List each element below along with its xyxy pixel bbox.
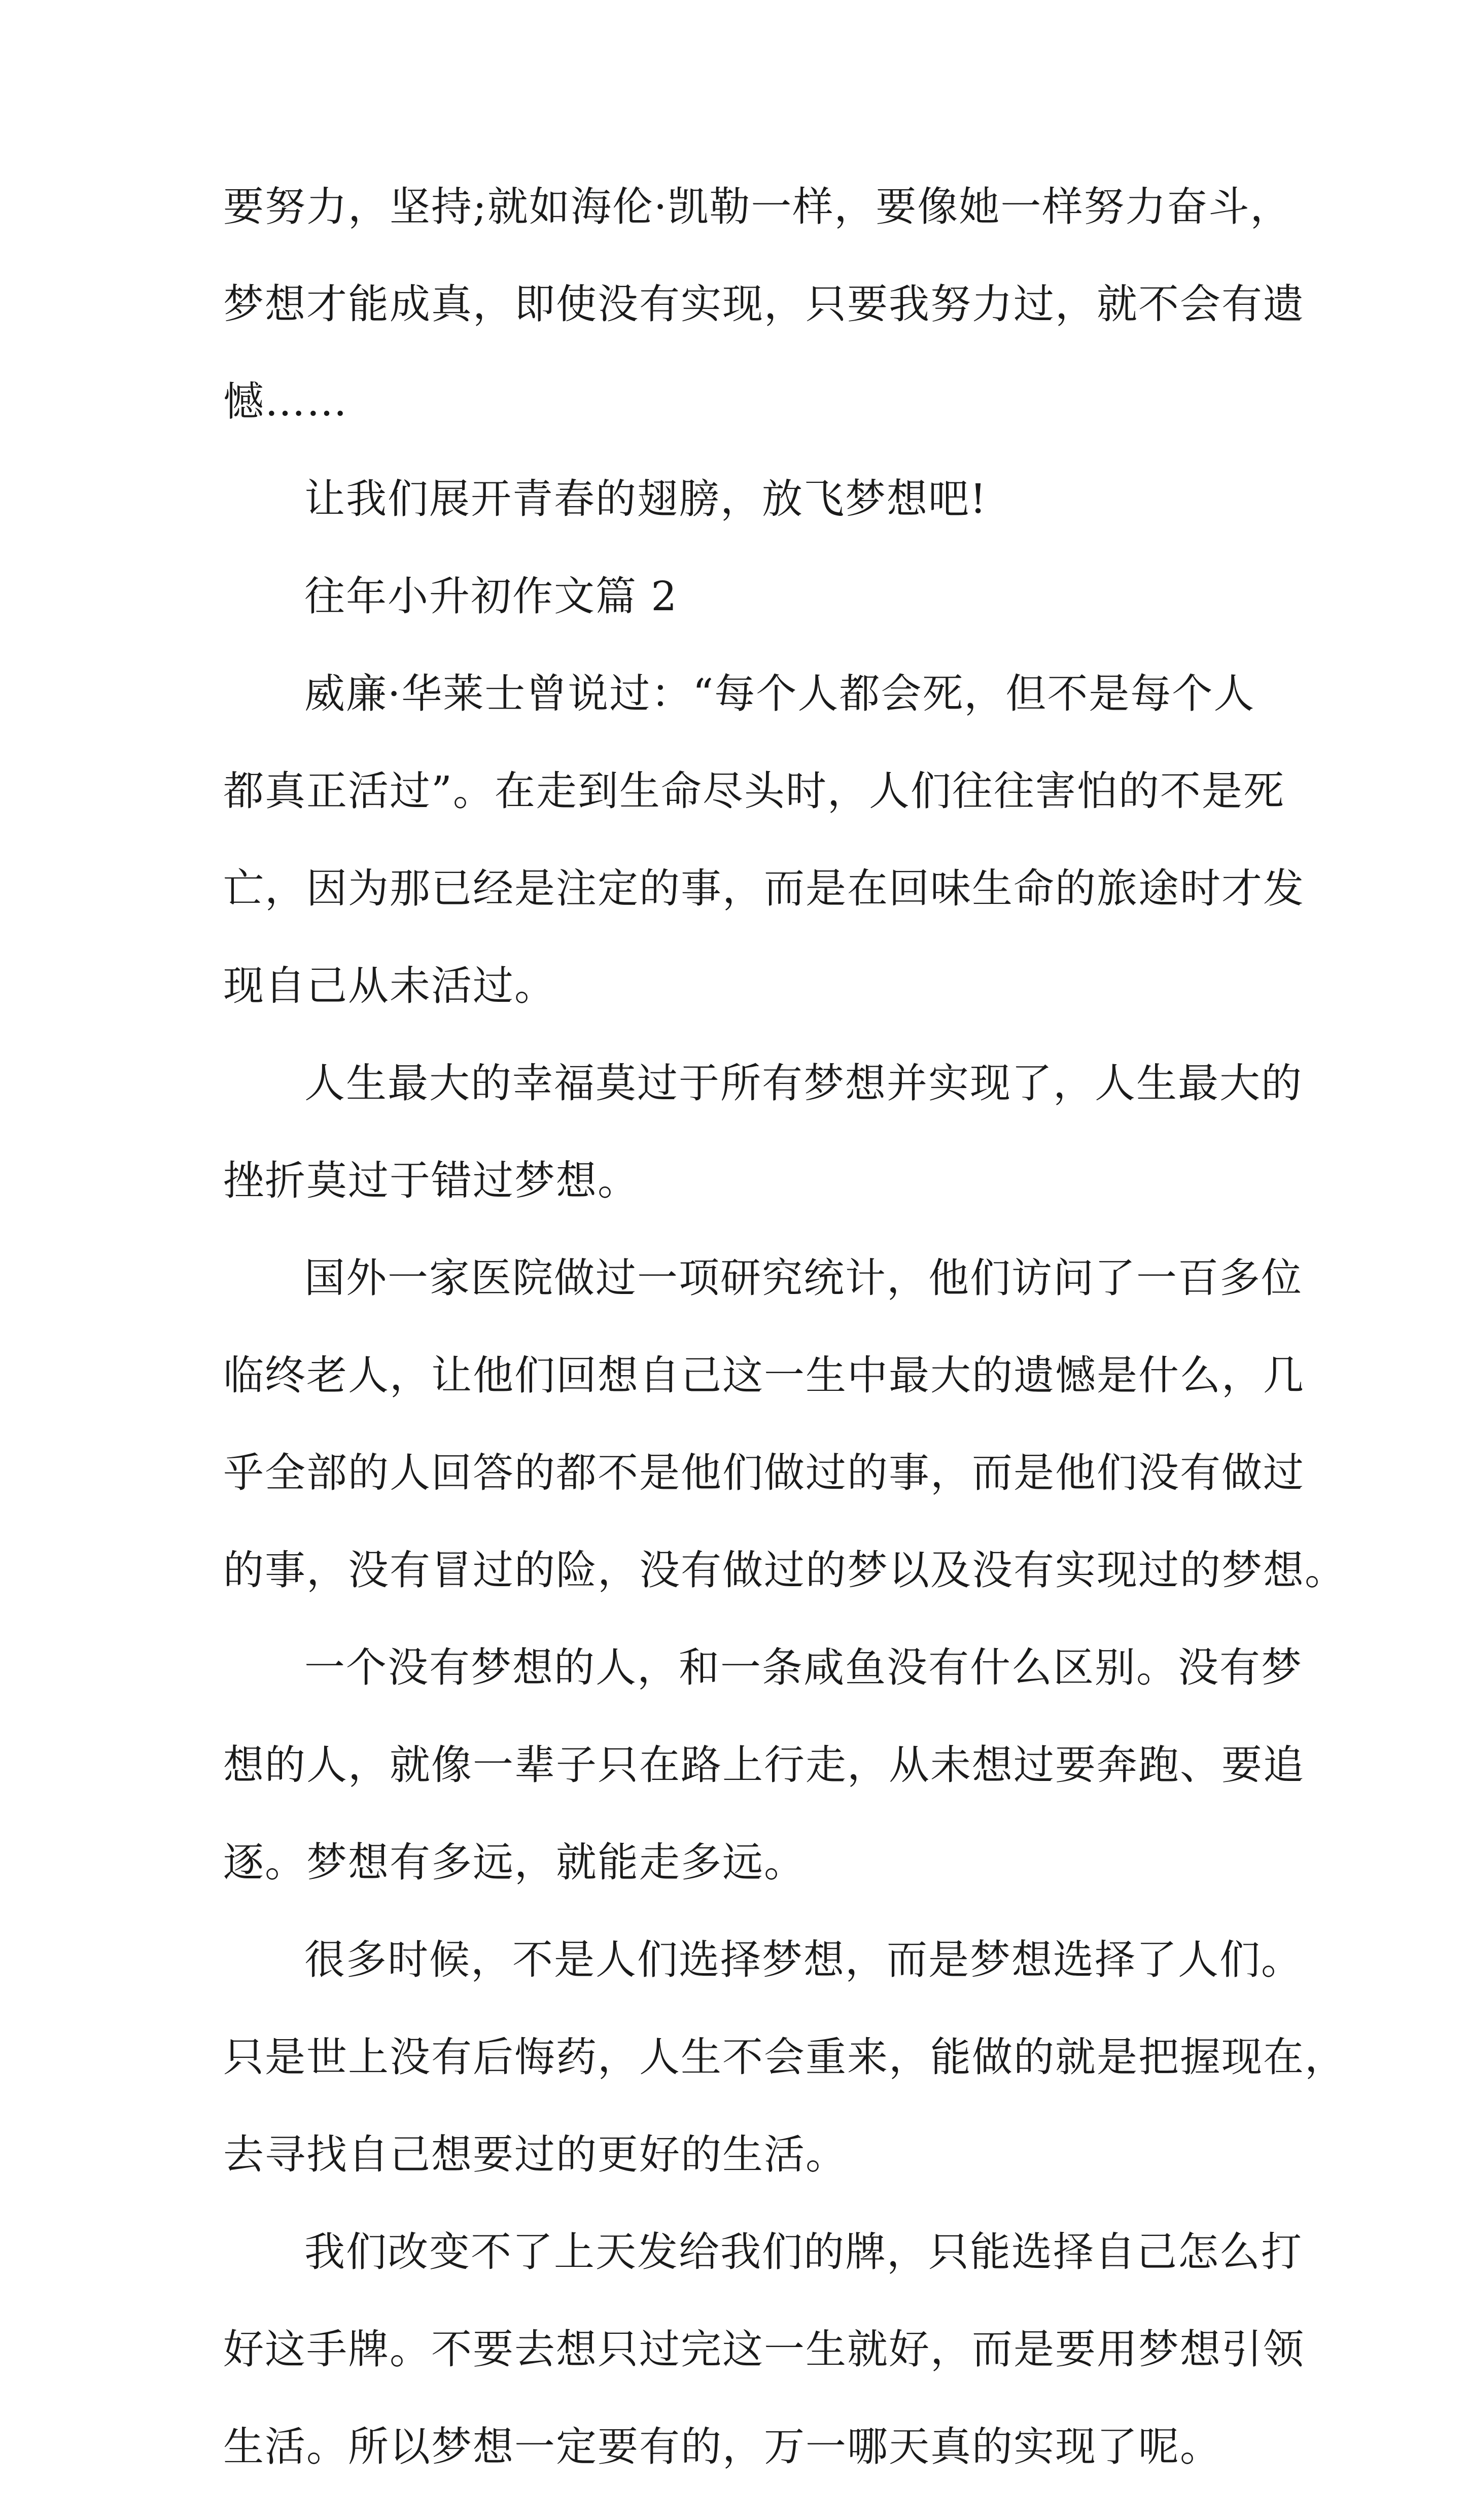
text-line: 生活。所以梦想一定要有的，万一哪天真的实现了呢。 (223, 2423, 1221, 2470)
text-line: 亡，因为那已经是注定的事，而是在回味生命的旅途时才发 (223, 865, 1305, 912)
text-line: 梦想才能成真，即使没有实现，只要我努力过，就不会有遗 (223, 281, 1305, 328)
text-line: 很多时候，不是人们选择梦想，而是梦想选择了人们。 (304, 1936, 1303, 1983)
text-line: 憾…… (223, 378, 348, 425)
text-line: 让我们展开青春的翅膀，放飞梦想吧! (304, 475, 988, 522)
text-line: 乎全部的人回答的都不是他们做过的事，而是他们没有做过 (223, 1449, 1305, 1496)
text-line: 好这手牌。不要去想只过完这一生就好，而是要用梦想引领 (223, 2326, 1305, 2373)
text-line: 挫折莫过于错过梦想。 (223, 1157, 639, 1204)
text-line: 国外一家医院做过一项研究统计，他们访问了一百多位 (304, 1254, 1303, 1302)
text-line: 现自己从未活过。 (223, 962, 556, 1009)
text-line: 我们改变不了上天发给我们的牌，只能选择自己怎么打 (304, 2228, 1303, 2276)
text-line: 去寻找自己想要过的更好的生活。 (223, 2131, 847, 2178)
text-line: 一个没有梦想的人，和一条咸鱼没有什么区别。没有梦 (304, 1644, 1303, 1691)
text-line: 都真正活过”。在走到生命尽头时，人们往往害怕的不是死 (223, 767, 1285, 815)
text-line: 威廉·华莱士曾说过：“每个人都会死，但不是每个人 (304, 670, 1255, 717)
text-line: 人生最大的幸福莫过于所有梦想并实现了，人生最大的 (304, 1060, 1303, 1107)
text-line: 的事，没有冒过的险，没有做过的梦以及没有实现过的梦想。 (223, 1547, 1346, 1594)
essay-body (223, 183, 1346, 2520)
text-line: 逐。梦想有多远，就能走多远。 (223, 1839, 806, 1886)
text-line: 想的人，就像一辈子只在路上行走，从未想过要奔跑、要追 (223, 1741, 1305, 1789)
text-line: 只是世上没有后悔药，人生不会重来，能做的就是把握现在， (223, 2034, 1346, 2081)
section-heading: 往年小升初作文篇 2 (304, 573, 678, 620)
text-line: 临终老人，让他们回想自己这一生中最大的遗憾是什么，几 (223, 1352, 1305, 1399)
text-line: 要努力，坚持;就如海伦·凯勒一样，要像她一样努力奋斗， (223, 183, 1292, 230)
